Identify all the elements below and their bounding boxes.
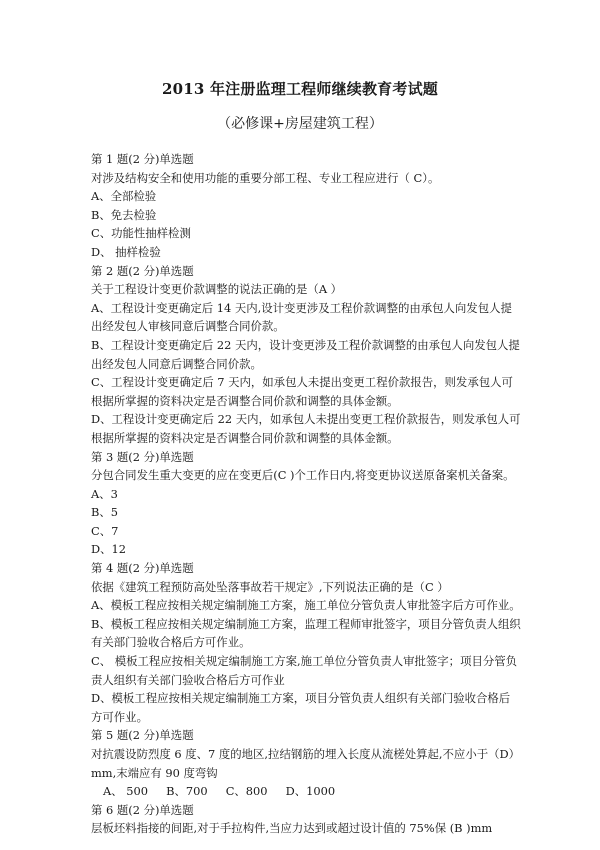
question-3-stem: 分包合同发生重大变更的应在变更后(C )个工作日内,将变更协议送原备案机关备案。 bbox=[91, 468, 515, 483]
question-4-option-d: D、模板工程应按相关规定编制施工方案，项目分管负责人组织有关部门验收合格后方可作业。 bbox=[91, 691, 511, 724]
question-3-option-d: D、12 bbox=[91, 542, 127, 557]
question-6-header: 第 6 题(2 分)单选题 bbox=[91, 802, 194, 817]
question-1-stem: 对涉及结构安全和使用功能的重要分部工程、专业工程应进行（ C）。 bbox=[91, 170, 440, 185]
question-3-option-b: B、5 bbox=[91, 505, 119, 520]
question-4-stem: 依据《建筑工程预防高处坠落事故若干规定》,下列说法正确的是（C ） bbox=[91, 579, 449, 594]
question-4-option-a: A、模板工程应按相关规定编制施工方案，施工单位分管负责人审批签字后方可作业。 bbox=[91, 598, 521, 613]
question-1-option-a: A、全部检验 bbox=[91, 189, 157, 204]
question-2-option-d: D、工程设计变更确定后 22 天内，如承包人未提出变更工程价款报告，则发承包人可根据所掌握的资料决定是否调整合同价款和调整的具体金额。 bbox=[91, 412, 521, 445]
question-2-header: 第 2 题(2 分)单选题 bbox=[91, 263, 194, 278]
question-4-header: 第 4 题(2 分)单选题 bbox=[91, 561, 194, 576]
question-5-stem: 对抗震设防烈度 6 度、7 度的地区,拉结钢筋的埋入长度从流槎处算起,不应小于（D）mm,末端应有 90 度弯钩 bbox=[91, 747, 521, 780]
document-subtitle: （必修课+房屋建筑工程） bbox=[217, 116, 383, 132]
question-1-option-b: B、免去检验 bbox=[91, 207, 157, 222]
question-2-option-c: C、工程设计变更确定后 7 天内，如承包人未提出变更工程价款报告，则发承包人可根据所掌握的资料决定是否调整合同价款和调整的具体金额。 bbox=[91, 375, 513, 408]
document-title: 2013 年注册监理工程师继续教育考试题 bbox=[162, 80, 438, 98]
question-3-option-a: A、3 bbox=[91, 486, 118, 501]
question-5-header: 第 5 题(2 分)单选题 bbox=[91, 728, 194, 743]
question-2-option-a: A、工程设计变更确定后 14 天内,设计变更涉及工程价款调整的由承包人向发包人提出经发包人审核同意后调整合同价款。 bbox=[91, 300, 512, 334]
question-1-header: 第 1 题(2 分)单选题 bbox=[91, 152, 194, 166]
question-4-option-c: C、 模板工程应按相关规定编制施工方案,施工单位分管负责人审批签字；项目分管负责人组织有关部门验收合格后方可作业 bbox=[91, 654, 518, 687]
question-2-option-b: B、工程设计变更确定后 22 天内，设计变更涉及工程价款调整的由承包人向发包人提出经发包人同意后调整合同价款。 bbox=[91, 337, 520, 371]
question-1-option-d: D、 抽样检验 bbox=[91, 244, 161, 259]
question-5-options: A、 500 B、700 C、800 D、1000 bbox=[103, 784, 336, 799]
question-3-option-c: C、7 bbox=[91, 523, 119, 538]
question-4-option-b: B、模板工程应按相关规定编制施工方案，监理工程师审批签字，项目分管负责人组织有关部门验收合格后方可作业。 bbox=[91, 616, 521, 650]
question-1-option-c: C、功能性抽样检测 bbox=[91, 226, 191, 241]
question-6-stem: 层板坯料指接的间距,对于手拉构件,当应力达到或超过设计值的 75%保 (B )mm bbox=[91, 821, 493, 836]
question-2-stem: 关于工程设计变更价款调整的说法正确的是（A ） bbox=[91, 282, 343, 297]
question-list bbox=[91, 150, 521, 838]
question-3-header: 第 3 题(2 分)单选题 bbox=[91, 449, 194, 464]
